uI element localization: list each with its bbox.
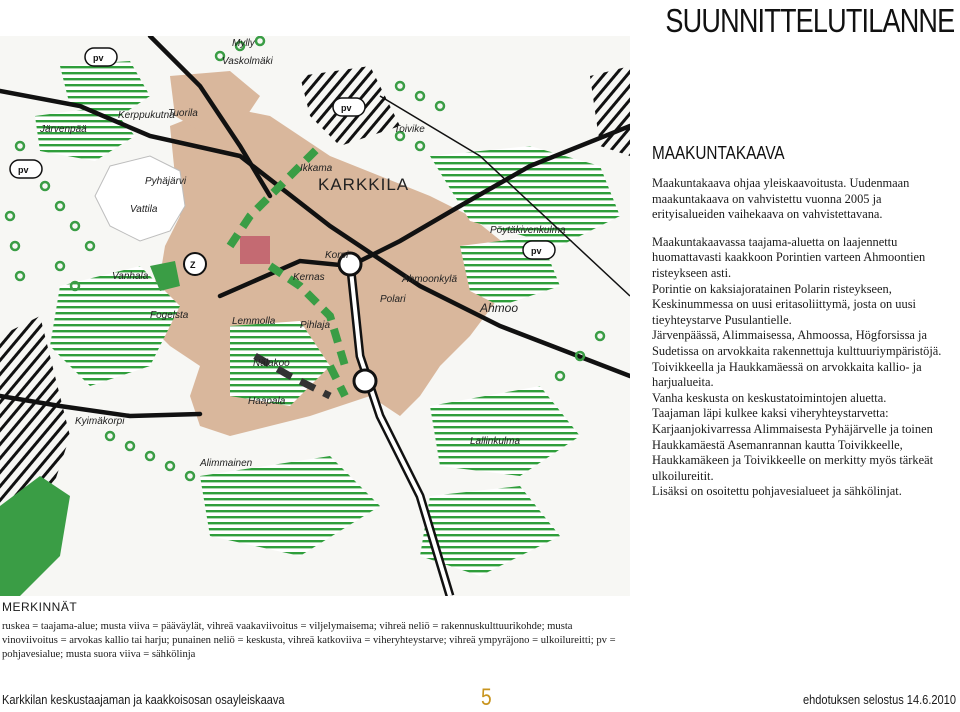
- paragraph: Maakuntakaavassa taajama-aluetta on laajennettu huomattavasti kaakkoon Porintien varteen Ahmoontien risteykseen asti.: [652, 234, 926, 280]
- place-label: Toivike: [394, 124, 425, 135]
- place-label: Tuorila: [168, 108, 198, 119]
- footer-date: ehdotuksen selostus 14.6.2010: [803, 692, 956, 707]
- place-label: Ahmoo: [480, 301, 519, 315]
- maakuntakaava-section: [652, 143, 952, 500]
- place-label: Järvenpää: [40, 124, 87, 135]
- place-label: Pyhäjärvi: [145, 176, 187, 187]
- place-label: KARKKILA: [318, 175, 410, 194]
- junction-circle: [354, 370, 376, 392]
- svg-text:pv: pv: [93, 53, 104, 63]
- place-label: Lemmolla: [232, 316, 276, 327]
- pv-badge: [523, 241, 555, 259]
- place-label: Vaskolmäki: [222, 56, 273, 67]
- svg-text:pv: pv: [531, 246, 542, 256]
- place-label: Kernas: [293, 272, 325, 283]
- page-number: 5: [481, 684, 492, 711]
- place-label: Polari: [380, 294, 406, 305]
- place-label: Vattila: [130, 204, 158, 215]
- place-label: Kerppukutna: [118, 110, 175, 121]
- paragraph: Maakuntakaava ohjaa yleiskaavoitusta. Uudenmaan maakuntakaava on vahvistettu vuonna 2005 ja erityisalueiden vaihekaava on vahvistettavana.: [652, 176, 910, 222]
- place-label: Ahmoonkylä: [402, 274, 458, 285]
- place-label: Kyimäkorpi: [75, 416, 125, 427]
- pv-badge: [10, 160, 42, 178]
- svg-text:pv: pv: [341, 103, 352, 113]
- place-label: Fogelsta: [150, 310, 189, 321]
- keskusta-square: [240, 236, 270, 264]
- pv-badge: [333, 98, 365, 116]
- place-label: Nälakoo: [253, 358, 290, 369]
- pv-badge: [85, 48, 117, 66]
- place-label: Lallinkulma: [470, 436, 521, 447]
- place-label: Pihlaja: [300, 320, 331, 331]
- svg-text:Z: Z: [190, 260, 196, 270]
- place-label: Korpi: [325, 250, 349, 261]
- page-title: SUUNNITTELUTILANNE: [665, 2, 954, 39]
- paragraph: Toivikkeella ja Haukkamäessä on arvokkaita kallio- ja harjualueita.: [652, 359, 922, 390]
- paragraph: Vanha keskusta on keskustatoimintojen aluetta.: [652, 390, 887, 405]
- paragraph: Porintie on kaksiajoratainen Polarin risteykseen, Keskinummessa on uusi eritasoliittymä, josta on uusi tieyhteystarve Pusulantielle.: [652, 281, 916, 327]
- legend-text: ruskea = taajama-alue; musta viiva = pääväylät, vihreä vaakaviivoitus = viljelymaisema; vihreä neliö = rakennuskulttuurikohde; musta vinoviivoitus = arvokas kallio tai harju; punainen neliö = keskusta, vihreä katkoviiva = viheryhteystarve; vihreä ympyräjono = ulkoilureitti; pv = pohjavesialue; musta suora viiva = sähkölinja: [2, 621, 616, 660]
- z-symbol: [184, 253, 206, 275]
- place-label: Vanhala: [112, 271, 149, 282]
- place-label: Ikkama: [300, 163, 333, 174]
- maakuntakaava-map: [0, 36, 630, 596]
- footer-document-title: Karkkilan keskustaajaman ja kaakkoisosan osayleiskaava: [2, 692, 285, 707]
- legend-title: MERKINNÄT: [2, 600, 78, 614]
- section-heading: MAAKUNTAKAAVA: [652, 143, 785, 163]
- paragraph: Järvenpäässä, Alimmaisessa, Ahmoossa, Högforsissa ja Sudetissa on arvokkaita rakennettuja kulttuuriympäristöjä.: [652, 328, 942, 358]
- place-label: Haapala: [248, 396, 286, 407]
- place-label: Alimmainen: [200, 458, 253, 469]
- place-label: Mylly: [232, 38, 255, 49]
- place-label: Pöytäkivenkulma: [490, 225, 566, 236]
- svg-text:pv: pv: [18, 165, 29, 175]
- paragraph: Taajaman läpi kulkee kaksi viheryhteystarvetta: Karjaanjokivarressa Alimmaisesta Pyhäjärvelle ja toinen Haukkamäestä Asemanrannan kautta Toivikkeelle, Haukkamäkeen ja Toivikkeelle on merkitty myös tärkeät ulkoilureitit.: [652, 406, 934, 483]
- paragraph: Lisäksi on osoitettu pohjavesialueet ja sähkölinjat.: [652, 484, 902, 499]
